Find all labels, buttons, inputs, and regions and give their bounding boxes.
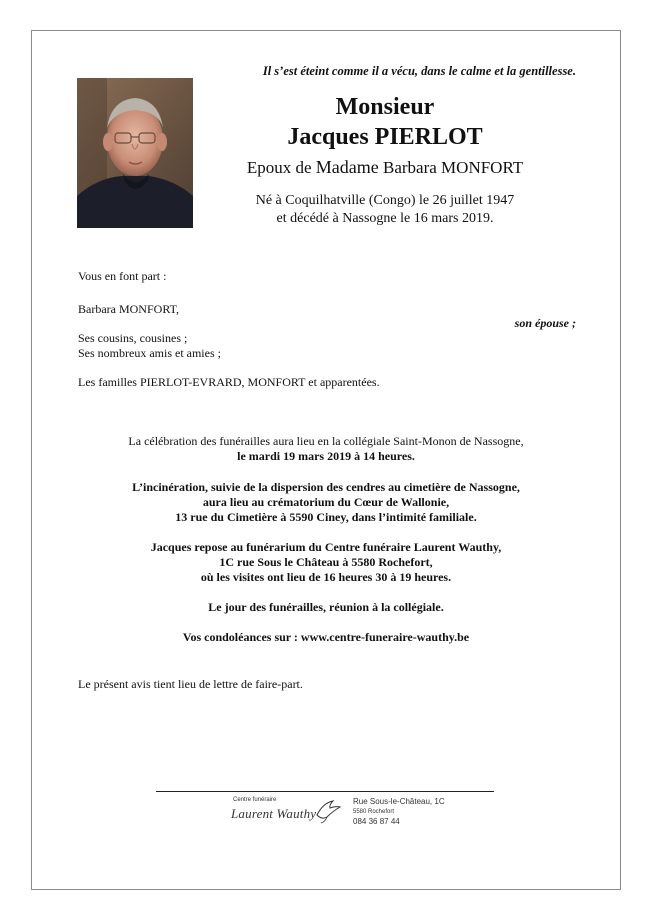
funeral-home-logo — [225, 795, 345, 829]
spouse-line — [205, 154, 565, 181]
deceased-name: Jacques PIERLOT — [287, 124, 483, 150]
dove-icon — [313, 795, 343, 825]
life-dates — [205, 192, 565, 228]
announcer-spouse: Barbara MONFORT, — [78, 302, 180, 316]
closing-note: Le présent avis tient lieu de lettre de faire-part. — [78, 677, 303, 691]
spouse-name: Barbara MONFORT — [383, 158, 524, 177]
funerarium-line-2: 1C rue Sous le Château à 5580 Rochefort, — [219, 555, 433, 569]
deceased-header — [205, 92, 565, 181]
funerarium-line-1: Jacques repose au funérarium du Centre funéraire Laurent Wauthy, — [150, 540, 502, 554]
death-line: et décédé à Nassogne le 16 mars 2019. — [276, 211, 494, 226]
funerarium-block — [78, 540, 574, 585]
announcer-spouse-role: son épouse ; — [514, 316, 576, 330]
funerarium-line-3: où les visites ont lieu de 16 heures 30 à 19 heures. — [200, 570, 452, 584]
spouse-title: Madame — [315, 157, 379, 177]
logo-caption: Centre funéraire — [233, 797, 277, 803]
spouse-prefix: Epoux de — [246, 158, 312, 177]
cremation-block — [78, 480, 574, 525]
ceremony-line-1: La célébration des funérailles aura lieu en la collégiale Saint-Monon de Nassogne, — [128, 434, 524, 448]
announcers-intro: Vous en font part : — [78, 269, 167, 283]
gathering-note: Le jour des funérailles, réunion à la collégiale. — [208, 600, 444, 614]
announcer-friends: Ses nombreux amis et amies ; — [78, 346, 221, 360]
address-line-1: Rue Sous-le-Château, 1C — [353, 797, 445, 806]
epigraph: Il s’est éteint comme il a vécu, dans le calme et la gentillesse. — [262, 64, 576, 78]
portrait-photo-image — [77, 78, 193, 228]
logo-wordmark: Laurent Wauthy — [231, 806, 317, 821]
ceremony-line-2: le mardi 19 mars 2019 à 14 heures. — [237, 449, 415, 463]
phone-number: 084 36 87 44 — [353, 817, 400, 826]
address-line-2: 5580 Rochefort — [353, 809, 395, 815]
portrait-photo — [77, 78, 193, 228]
cremation-line-3: 13 rue du Cimetière à 5590 Ciney, dans l’intimité familiale. — [175, 510, 477, 524]
ceremony-block — [78, 434, 574, 464]
birth-line: Né à Coquilhatville (Congo) le 26 juillet 1947 — [255, 193, 515, 208]
announcer-cousins: Ses cousins, cousines ; — [78, 331, 188, 345]
cremation-line-1: L’incinération, suivie de la dispersion des cendres au cimetière de Nassogne, — [132, 480, 520, 494]
announcer-families: Les familles PIERLOT-EVRARD, MONFORT et apparentées. — [78, 375, 380, 389]
civility: Monsieur — [335, 94, 435, 120]
condolences-line: Vos condoléances sur : www.centre-funeraire-wauthy.be — [182, 630, 470, 644]
footer-divider — [156, 791, 494, 792]
cremation-line-2: aura lieu au crématorium du Cœur de Wallonie, — [202, 495, 450, 509]
funeral-home-address — [353, 797, 445, 827]
